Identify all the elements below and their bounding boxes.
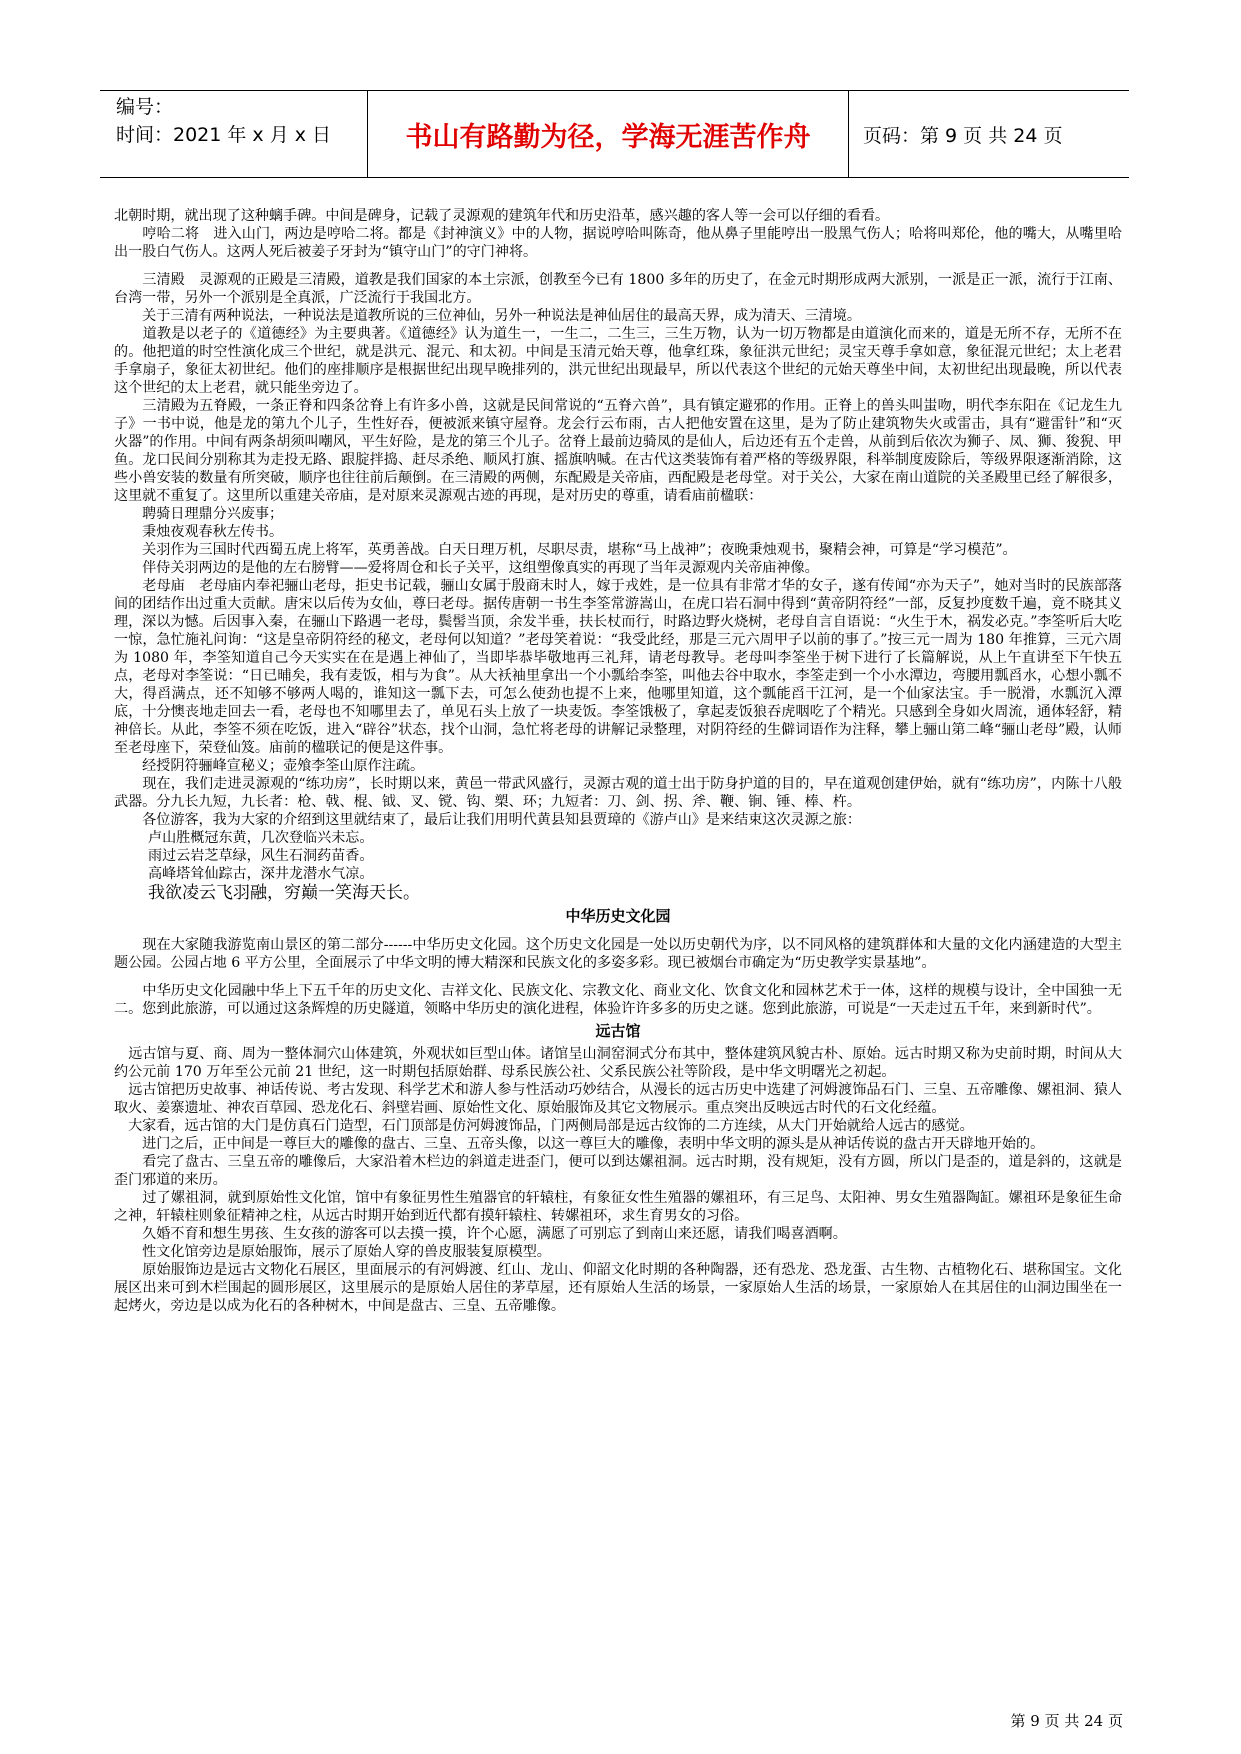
section-title: 远古馆 xyxy=(595,1022,641,1040)
poem-line: 我欲凌云飞羽融，穷巅一笑海天长。 xyxy=(148,883,420,903)
main-content xyxy=(114,207,1122,1315)
header-motto: 书山有路勤为径，学海无涯苦作舟 xyxy=(405,121,811,153)
header-page-info: 页码：第 9 页 共 24 页 xyxy=(863,124,1063,147)
page-header xyxy=(100,90,1129,178)
section-title: 中华历史文化园 xyxy=(565,907,671,925)
header-meta xyxy=(100,91,368,177)
paragraph: 北朝时期，就出现了这种螭手碑。中间是碑身，记载了灵源观的建筑年代和历史沿革，感兴趣的客人等一会可以仔细的看看。 xyxy=(114,208,890,224)
paragraph: 关羽作为三国时代西蜀五虎上将军，英勇善战。白天日理万机，尽职尽责，堪称“马上战神”；夜晚秉烛观书，聚精会神，可算是“学习模范”。 xyxy=(114,542,1017,558)
document-number-label: 编号： xyxy=(116,96,174,118)
paragraph: 中华历史文化园融中华上下五千年的历史文化、吉祥文化、民族文化、宗教文化、商业文化、饮食文化和园林艺术于一体，这样的规模与设计，全中国独一无二。您到此旅游，可以通过这条辉煌的历史隧道，领略中华历史的演化进程，体验许许多多的历史之谜。您到此旅游，可说是“一天走过五千年，来到新时代”。 xyxy=(114,983,1122,1017)
paragraph: 老母庙 老母庙内奉祀骊山老母，拒史书记载，骊山女属于殷商末时人，嫁于戎姓，是一位具有非常才华的女子，遂有传闻“亦为天子”，她对当时的民族部落间的团结作出过重大贡献。唐宋以后传为女仙，尊曰老母。据传唐朝一书生李筌常游嵩山，在虎口岩石洞中得到“黄帝阴符经”一部，反复抄度数千遍，竟不晓其义理，深以为憾。后因事入秦，在骊山下路遇一老母，鬓髻当顶，余发半垂，扶长杖而行，时路边野火烧树，老母自言自语说：“火生于木，祸发必克。”李筌听后大吃一惊，急忙施礼问询：“这是皇帝阴符经的秘文，老母何以知道？”老母笑着说：“我受此经，那是三元六周甲子以前的事了。”按三元一周为 180 年推算，三元六周为 1080 年，李筌知道自己今天实实在在是遇上神仙了，当即毕恭毕敬地再三礼拜，请老母教导。老母叫李筌坐于树下进行了长篇解说，从上午直讲至下午快五点，老母对李筌说：“日已晡矣，我有麦饭，相与为食”。从大袄袖里拿出一个小瓢给李筌，叫他去谷中取水，李筌走到一个小水潭边，弯腰用瓢舀水，心想小瓢不大，得舀满点，还不知够不够两人喝的，谁知这一瓢下去，可怎么使劲也提不上来，他哪里知道，这个瓢能舀干江河，是一个仙家法宝。手一脱滑，水瓢沉入潭底，十分懊丧地走回去一看，老母也不知哪里去了，单见石头上放了一块麦饭。李筌饿极了，拿起麦饭狼吞虎咽吃了个精光。只感到全身如火周流，通体轻舒，精神倍长。从此，李筌不须在吃饭，进入“辟谷”状态，找个山洞，急忙将老母的讲解记录整理，对阴符经的生僻词语作为注释，攀上骊山第二峰“骊山老母”殿，认师至老母座下，荣登仙笈。庙前的楹联记的便是这件事。 xyxy=(114,578,1123,756)
paragraph: 原始服饰边是远古文物化石展区，里面展示的有河姆渡、红山、龙山、仰韶文化时期的各种陶器，还有恐龙、恐龙蛋、古生物、古植物化石、堪称国宝。文化展区出来可到木栏围起的圆形展区，这里展示的是原始人居住的茅草屋，还有原始人生活的场景，一家原始人生活的场景，一家原始人在其居住的山洞边围坐在一起烤火，旁边是以成为化石的各种树木，中间是盘古、三皇、五帝雕像。 xyxy=(114,1262,1122,1314)
couplet-line: 聘骑日理鼎分兴废事； xyxy=(114,506,284,522)
couplet-line: 秉烛夜观春秋左传书。 xyxy=(114,524,284,540)
paragraph: 哼哈二将 进入山门，两边是哼哈二将。都是《封神演义》中的人物，据说哼哈叫陈奇，他从鼻子里能哼出一股黑气伤人；哈将叫郑伦，他的嘴大，从嘴里哈出一股白气伤人。这两人死后被姜子牙封为“镇守山门”的守门神将。 xyxy=(114,226,1122,260)
paragraph: 性文化馆旁边是原始服饰，展示了原始人穿的兽皮服装复原模型。 xyxy=(114,1244,551,1260)
paragraph: 关于三清有两种说法，一种说法是道教所说的三位神仙，另外一种说法是神仙居住的最高天界，成为清天、三清境。 xyxy=(114,308,861,324)
paragraph: 久婚不育和想生男孩、生女孩的游客可以去摸一摸，许个心愿，满愿了可别忘了到南山来还愿，请我们喝喜酒啊。 xyxy=(114,1226,847,1242)
paragraph: 伴侍关羽两边的是他的左右膀臂——爱将周仓和长子关平，这组塑像真实的再现了当年灵源观内关帝庙神像。 xyxy=(114,560,819,576)
document-time-label: 时间：2021 年 x 月 x 日 xyxy=(116,124,332,146)
page-footer: 第 9 页 共 24 页 xyxy=(1010,1712,1123,1730)
paragraph: 各位游客，我为大家的介绍到这里就结束了，最后让我们用明代黄县知县贾璋的《游卢山》是来结束这次灵源之旅： xyxy=(114,812,861,828)
paragraph: 道教是以老子的《道德经》为主要典著。《道德经》认为道生一，一生二，二生三，三生万物，认为一切万物都是由道演化而来的，道是无所不存，无所不在的。他把道的时空性演化成三个世纪，就是洪元、混元、和太初。中间是玉清元始天尊，他拿红珠，象征洪元世纪；灵宝天尊手拿如意，象征混元世纪；太上老君手拿扇子，象征太初世纪。他们的座排顺序是根据世纪出现早晚排列的，洪元世纪出现最早，所以代表这个世纪的元始天尊坐中间，太初世纪出现最晚，所以代表这个世纪的太上老君，就只能坐旁边了。 xyxy=(114,326,1122,396)
paragraph: 现在大家随我游览南山景区的第二部分------中华历史文化园。这个历史文化园是一处以历史朝代为序，以不同风格的建筑群体和大量的文化内涵建造的大型主题公园。公园占地 6 平方公里，全面展示了中华文明的博大精深和民族文化的多姿多彩。现已被烟台市确定为“历史教学实景基地”。 xyxy=(114,937,1122,971)
paragraph: 远古馆把历史故事、神话传说、考古发现、科学艺术和游人参与性活动巧妙结合，从漫长的远古历史中选建了河姆渡饰品石门、三皇、五帝雕像、嫘祖洞、猿人取火、姜寨遗址、神农百草园、恐龙化石、斜壁岩画、原始性文化、原始服饰及其它文物展示。重点突出反映远古时代的石文化经蕴。 xyxy=(114,1082,1122,1116)
paragraph: 三清殿 灵源观的正殿是三清殿，道教是我们国家的本土宗派，创教至今已有 1800 多年的历史了，在金元时期形成两大派别，一派是正一派，流行于江南、台湾一带，另外一个派别是全真派，广泛流行于我国北方。 xyxy=(114,272,1122,306)
paragraph: 过了嫘祖洞，就到原始性文化馆，馆中有象征男性生殖器官的轩辕柱，有象征女性生殖器的嫘祖环，有三足鸟、太阳神、男女生殖器陶缸。嫘祖环是象征生命之神，轩辕柱则象征精神之柱，从远古时期开始到近代都有摸轩辕柱、转嫘祖环，求生育男女的习俗。 xyxy=(114,1190,1122,1224)
poem-line: 高峰塔耸仙踪古，深井龙潜水气凉。 xyxy=(148,866,374,882)
paragraph: 远古馆与夏、商、周为一整体洞穴山体建筑，外观状如巨型山体。诸馆呈山洞窑洞式分布其中，整体建筑风貌古朴、原始。远古时期又称为史前时期，时间从大约公元前 170 万年至公元前 21 世纪，这一时期包括原始群、母系民族公社、父系民族公社等阶段，是中华文明曙光之初起。 xyxy=(114,1046,1122,1080)
paragraph: 看完了盘古、三皇五帝的雕像后，大家沿着木栏边的斜道走进歪门，便可以到达嫘祖洞。远古时期，没有规矩，没有方圆，所以门是歪的，道是斜的，这就是歪门邪道的来历。 xyxy=(114,1154,1122,1188)
header-motto-cell xyxy=(368,91,849,177)
paragraph: 三清殿为五脊殿，一条正脊和四条岔脊上有许多小兽，这就是民间常说的“五脊六兽”，具有镇定避邪的作用。正脊上的兽头叫蚩吻，明代李东阳在《记龙生九子》一书中说，他是龙的第九个儿子，生性好吞，便被派来镇守屋脊。龙会行云布雨，古人把他安置在这里，是为了防止建筑物失火或雷击，具有“避雷针”和“灭火器”的作用。中间有两条胡须叫嘲风，平生好险，是龙的第三个儿子。岔脊上最前边骑凤的是仙人，后边还有五个走兽，从前到后依次为狮子、凤、狮、狻猊、甲鱼。龙口民间分别称其为走投无路、跟腚拌捣、赶尽杀绝、顺风打旗、摇旗呐喊。在古代这类装饰有着严格的等级界限，科举制度废除后，等级界限逐渐消除，这些小兽安装的数量有所突破，顺序也往往前后颠倒。在三清殿的两侧，东配殿是关帝庙，西配殿是老母堂。对于关公，大家在南山道院的关圣殿里已经了解很多，这里就不重复了。这里所以重建关帝庙，是对原来灵源观古迹的再现，是对历史的尊重，请看庙前楹联： xyxy=(114,398,1122,504)
paragraph: 大家看，远古馆的大门是仿真石门造型，石门顶部是仿河姆渡饰品，门两侧局部是远古纹饰的二方连续，从大门开始就给人远古的感觉。 xyxy=(114,1118,974,1134)
poem-line: 卢山胜概冠东黄，几次登临兴未忘。 xyxy=(148,830,374,846)
paragraph: 进门之后，正中间是一尊巨大的雕像的盘古、三皇、五帝头像，以这一尊巨大的雕像，表明中华文明的源头是从神话传说的盘古开天辟地开始的。 xyxy=(114,1136,1045,1152)
couplet-line: 经授阴符骊峰宣秘义；壶飧李筌山原作注疏。 xyxy=(114,758,425,774)
paragraph: 现在，我们走进灵源观的“练功房”，长时期以来，黄邑一带武风盛行，灵源古观的道士出于防身护道的目的，早在道观创建伊始，就有“练功房”，内陈十八般武器。分九长九短，九长者：枪、戟、棍、钺、叉、镋、钩、槊、环；九短者：刀、剑、拐、斧、鞭、锏、锤、棒、杵。 xyxy=(114,776,1122,810)
poem-line: 雨过云岩芝草绿，风生石洞药苗香。 xyxy=(148,848,374,864)
